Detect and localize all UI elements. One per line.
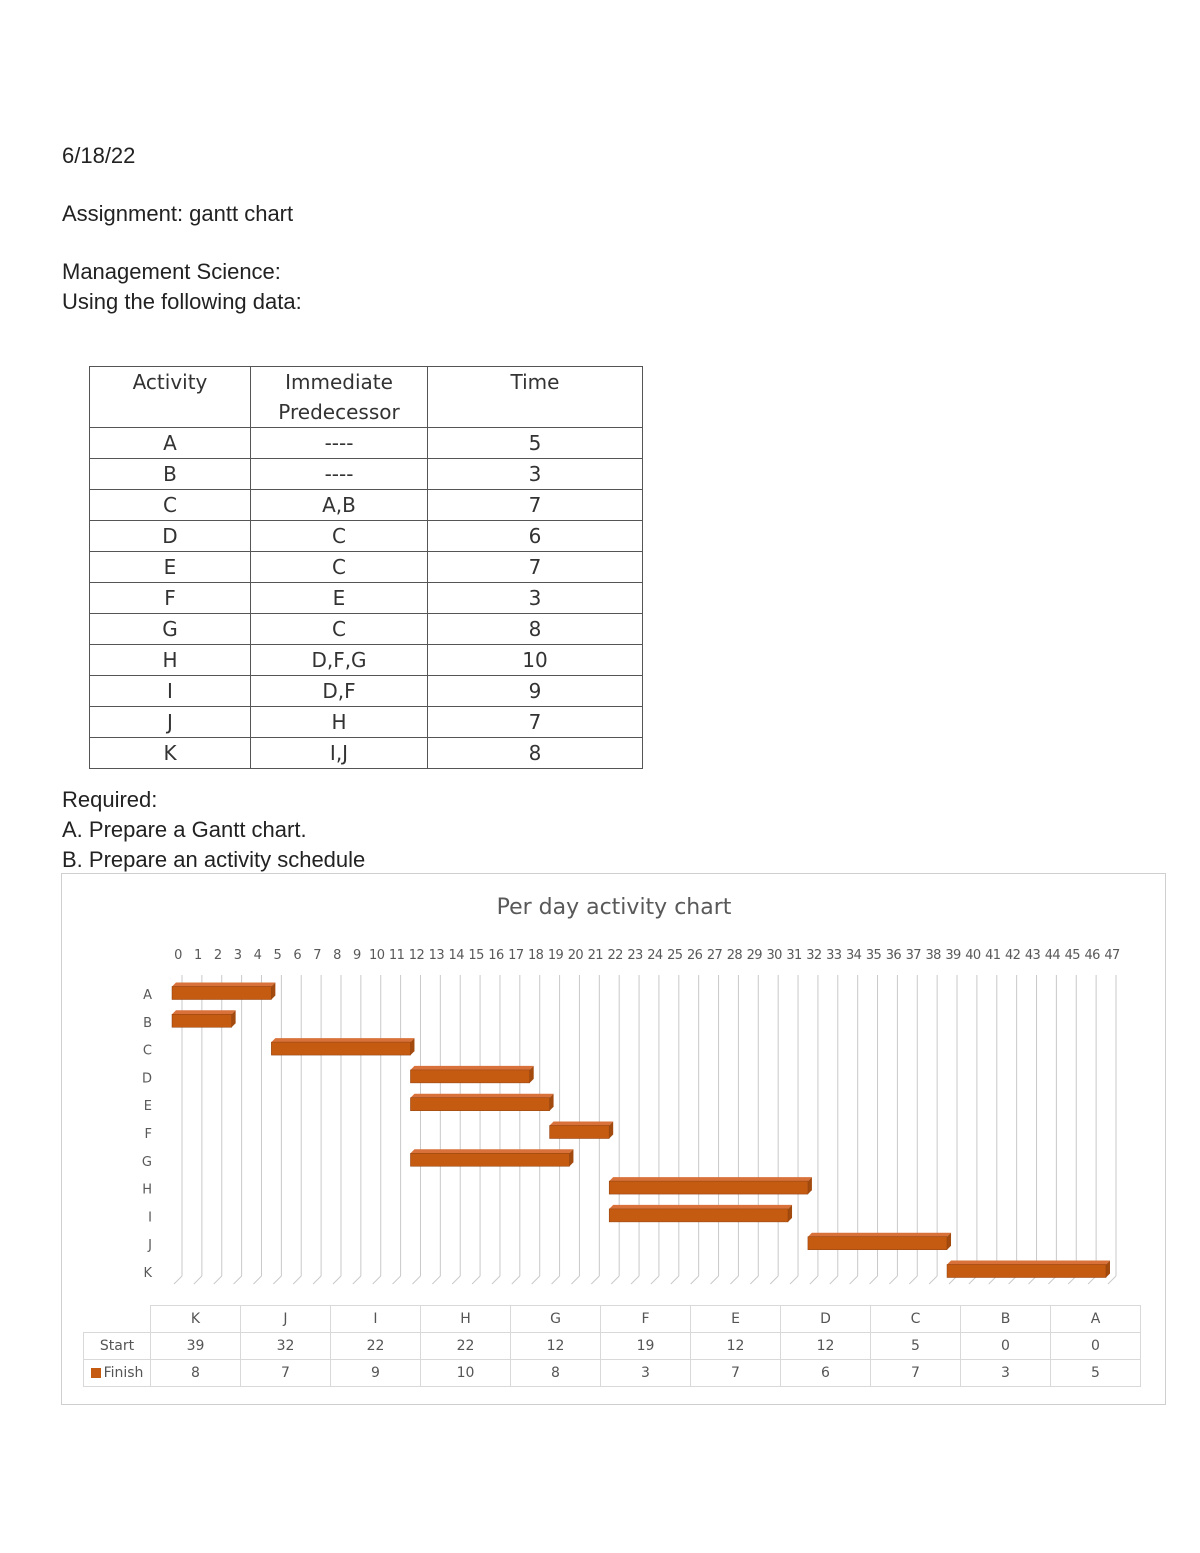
table-col-header: K — [151, 1306, 241, 1333]
x-tick-label: 21 — [587, 948, 603, 963]
x-tick-label: 44 — [1044, 948, 1061, 963]
table-col-header: G — [511, 1306, 601, 1333]
gantt-bar — [808, 1237, 947, 1250]
x-tick-label: 20 — [567, 948, 584, 963]
required-a: A. Prepare a Gantt chart. — [62, 817, 307, 842]
gridline-floor — [889, 1276, 897, 1284]
gridline-floor — [333, 1276, 341, 1284]
x-tick-label: 37 — [905, 948, 921, 963]
x-tick-label: 15 — [468, 948, 484, 963]
activity-cell: A — [90, 428, 251, 459]
x-tick-label: 26 — [687, 948, 703, 963]
chart-data-table — [83, 1305, 1141, 1387]
table-value-cell: 3 — [601, 1360, 691, 1387]
gantt-bar — [550, 1126, 610, 1139]
gantt-bar-top — [172, 983, 275, 987]
gantt-bar — [609, 1209, 788, 1222]
legend-swatch — [91, 1368, 101, 1378]
activity-cell: B — [90, 459, 251, 490]
table-corner — [84, 1306, 151, 1333]
gantt-bar-top — [808, 1233, 951, 1237]
table-value-cell: 12 — [691, 1333, 781, 1360]
table-value-cell: 12 — [511, 1333, 601, 1360]
predecessor-cell: C — [251, 552, 428, 583]
table-col-header: D — [781, 1306, 871, 1333]
gantt-bar — [609, 1181, 808, 1194]
gantt-bar — [410, 1070, 529, 1083]
activity-cell: H — [90, 645, 251, 676]
time-cell: 7 — [428, 490, 643, 521]
activity-cell: C — [90, 490, 251, 521]
x-tick-label: 36 — [885, 948, 902, 963]
table-value-cell: 0 — [1051, 1333, 1141, 1360]
gridline-floor — [313, 1276, 321, 1284]
gridline-floor — [472, 1276, 480, 1284]
gridline-floor — [611, 1276, 619, 1284]
x-tick-label: 0 — [174, 948, 182, 963]
predecessor-cell: ---- — [251, 459, 428, 490]
table-value-cell: 8 — [511, 1360, 601, 1387]
x-tick-label: 38 — [925, 948, 941, 963]
gridline-floor — [532, 1276, 540, 1284]
table-value-cell: 32 — [241, 1333, 331, 1360]
x-tick-label: 30 — [766, 948, 782, 963]
activity-cell: I — [90, 676, 251, 707]
x-tick-label: 24 — [647, 948, 663, 963]
gridline-floor — [552, 1276, 560, 1284]
gridline-floor — [393, 1276, 401, 1284]
x-tick-label: 43 — [1024, 948, 1041, 963]
predecessor-cell: ---- — [251, 428, 428, 459]
gridline-floor — [571, 1276, 579, 1284]
time-cell: 7 — [428, 707, 643, 738]
x-tick-label: 11 — [388, 948, 405, 963]
gantt-bar-top — [550, 1122, 614, 1126]
x-tick-label: 39 — [945, 948, 961, 963]
x-tick-label: 9 — [353, 948, 361, 963]
x-tick-label: 45 — [1064, 948, 1080, 963]
table-row-label — [84, 1333, 151, 1360]
gantt-bar — [410, 1098, 549, 1111]
y-category-label: H — [142, 1182, 152, 1198]
time-cell: 7 — [428, 552, 643, 583]
x-tick-label: 16 — [488, 948, 504, 963]
activity-cell: K — [90, 738, 251, 769]
gantt-bar-top — [609, 1205, 792, 1209]
x-tick-label: 17 — [508, 948, 524, 963]
table-value-cell: 10 — [421, 1360, 511, 1387]
x-tick-label: 4 — [253, 948, 262, 963]
gridline-floor — [870, 1276, 878, 1284]
time-cell: 3 — [428, 459, 643, 490]
table-value-cell: 0 — [961, 1333, 1051, 1360]
table-value-cell: 7 — [691, 1360, 781, 1387]
gridline-floor — [830, 1276, 838, 1284]
x-tick-label: 28 — [726, 948, 743, 963]
x-tick-label: 1 — [194, 948, 202, 963]
x-tick-label: 13 — [428, 948, 445, 963]
x-tick-label: 14 — [448, 948, 464, 963]
x-tick-label: 12 — [408, 948, 425, 963]
x-tick-label: 27 — [706, 948, 723, 963]
gantt-bar-top — [271, 1038, 414, 1042]
activity-cell: G — [90, 614, 251, 645]
y-category-label: I — [148, 1210, 152, 1226]
x-tick-label: 29 — [746, 948, 762, 963]
gridline-floor — [174, 1276, 182, 1284]
gridline-floor — [790, 1276, 798, 1284]
table-row-label-text: Finish — [103, 1365, 144, 1381]
gridline-floor — [412, 1276, 420, 1284]
gridline-floor — [810, 1276, 818, 1284]
activity-cell: J — [90, 707, 251, 738]
x-tick-label: 46 — [1084, 948, 1100, 963]
time-cell: 6 — [428, 521, 643, 552]
x-tick-label: 3 — [233, 948, 242, 963]
x-tick-label: 22 — [607, 948, 623, 963]
predecessor-cell: E — [251, 583, 428, 614]
header-time: Time — [428, 367, 643, 428]
x-tick-label: 34 — [845, 948, 862, 963]
gantt-bar-top — [410, 1094, 553, 1098]
predecessor-cell: D,F — [251, 676, 428, 707]
table-col-header: H — [421, 1306, 511, 1333]
x-tick-label: 31 — [786, 948, 802, 963]
required-b: B. Prepare an activity schedule — [62, 847, 366, 872]
table-value-cell: 9 — [331, 1360, 421, 1387]
y-category-label: K — [143, 1266, 152, 1281]
time-cell: 9 — [428, 676, 643, 707]
table-col-header: A — [1051, 1306, 1141, 1333]
predecessor-cell: C — [251, 614, 428, 645]
x-tick-label: 32 — [806, 948, 822, 963]
y-category-label: F — [144, 1127, 152, 1142]
gridline-floor — [432, 1276, 440, 1284]
predecessor-cell: H — [251, 707, 428, 738]
gridline-floor — [691, 1276, 699, 1284]
gridline-floor — [1108, 1276, 1116, 1284]
time-cell: 5 — [428, 428, 643, 459]
gridline-floor — [293, 1276, 301, 1284]
gridline-floor — [194, 1276, 202, 1284]
gantt-bar — [947, 1265, 1106, 1278]
table-value-cell: 5 — [871, 1333, 961, 1360]
y-category-label: B — [143, 1015, 152, 1031]
gridline-floor — [492, 1276, 500, 1284]
gridline-floor — [512, 1276, 520, 1284]
activity-cell: E — [90, 552, 251, 583]
x-tick-label: 40 — [965, 948, 981, 963]
gridline-floor — [234, 1276, 242, 1284]
gridline-floor — [850, 1276, 858, 1284]
table-value-cell: 5 — [1051, 1360, 1141, 1387]
table-row-label-text: Start — [99, 1338, 135, 1354]
chart-title: Per day activity chart — [496, 895, 732, 920]
gridline-floor — [770, 1276, 778, 1284]
assignment-title: Assignment: gantt chart — [62, 201, 294, 226]
x-tick-label: 19 — [547, 948, 564, 963]
gridline-floor — [631, 1276, 639, 1284]
x-tick-label: 5 — [273, 948, 282, 963]
predecessor-cell: I,J — [251, 738, 428, 769]
gantt-bar — [271, 1042, 410, 1055]
gridline-floor — [452, 1276, 460, 1284]
x-tick-label: 35 — [865, 948, 882, 963]
x-tick-label: 7 — [313, 948, 321, 963]
y-category-label: E — [143, 1099, 152, 1115]
header-predecessor: Immediate Predecessor — [251, 367, 428, 428]
gridline-floor — [909, 1276, 917, 1284]
table-value-cell: 7 — [241, 1360, 331, 1387]
x-tick-label: 47 — [1104, 948, 1120, 963]
table-value-cell: 6 — [781, 1360, 871, 1387]
gantt-bar-top — [947, 1261, 1110, 1265]
x-tick-label: 42 — [1004, 948, 1021, 963]
table-row-label — [84, 1360, 151, 1387]
predecessor-cell: A,B — [251, 490, 428, 521]
gridline-floor — [273, 1276, 281, 1284]
y-category-label: G — [141, 1154, 152, 1170]
gridline-floor — [711, 1276, 719, 1284]
gridline-floor — [929, 1276, 937, 1284]
y-category-label: A — [143, 988, 152, 1003]
intro-text: Using the following data: — [62, 289, 302, 314]
gridline-floor — [253, 1276, 261, 1284]
gridline-floor — [214, 1276, 222, 1284]
document-date: 6/18/22 — [62, 143, 136, 168]
y-category-label: J — [148, 1238, 152, 1254]
table-col-header: C — [871, 1306, 961, 1333]
time-cell: 8 — [428, 614, 643, 645]
time-cell: 10 — [428, 645, 643, 676]
gridline-floor — [353, 1276, 361, 1284]
gantt-bar-top — [609, 1177, 812, 1181]
table-col-header: F — [601, 1306, 691, 1333]
table-value-cell: 39 — [151, 1333, 241, 1360]
y-category-label: C — [142, 1043, 152, 1059]
x-tick-label: 2 — [213, 948, 222, 963]
gridline-floor — [730, 1276, 738, 1284]
x-tick-label: 10 — [369, 948, 385, 963]
gantt-bar — [172, 987, 271, 1000]
table-col-header: E — [691, 1306, 781, 1333]
time-cell: 3 — [428, 583, 643, 614]
table-value-cell: 3 — [961, 1360, 1051, 1387]
x-tick-label: 25 — [667, 948, 683, 963]
table-value-cell: 22 — [331, 1333, 421, 1360]
x-tick-label: 6 — [293, 948, 302, 963]
x-tick-label: 8 — [333, 948, 341, 963]
x-tick-label: 33 — [826, 948, 842, 963]
table-col-header: I — [331, 1306, 421, 1333]
activity-cell: F — [90, 583, 251, 614]
predecessor-cell: D,F,G — [251, 645, 428, 676]
table-value-cell: 7 — [871, 1360, 961, 1387]
gridline-floor — [591, 1276, 599, 1284]
gantt-bar — [172, 1014, 232, 1027]
gantt-bar-top — [172, 1010, 236, 1014]
gridline-floor — [373, 1276, 381, 1284]
header-activity: Activity — [90, 367, 251, 428]
gantt-bar-top — [410, 1149, 573, 1153]
table-col-header: B — [961, 1306, 1051, 1333]
gridline-floor — [651, 1276, 659, 1284]
x-tick-label: 18 — [528, 948, 544, 963]
gantt-bar — [410, 1153, 569, 1166]
table-value-cell: 12 — [781, 1333, 871, 1360]
table-value-cell: 22 — [421, 1333, 511, 1360]
required-label: Required: — [62, 787, 158, 812]
activity-cell: D — [90, 521, 251, 552]
gantt-bar-top — [410, 1066, 533, 1070]
gridline-floor — [671, 1276, 679, 1284]
course-name: Management Science: — [62, 259, 281, 284]
predecessor-cell: C — [251, 521, 428, 552]
table-value-cell: 8 — [151, 1360, 241, 1387]
x-tick-label: 23 — [627, 948, 643, 963]
time-cell: 8 — [428, 738, 643, 769]
y-category-label: D — [141, 1071, 152, 1087]
table-value-cell: 19 — [601, 1333, 691, 1360]
x-tick-label: 41 — [985, 948, 1001, 963]
gridline-floor — [750, 1276, 758, 1284]
table-col-header: J — [241, 1306, 331, 1333]
